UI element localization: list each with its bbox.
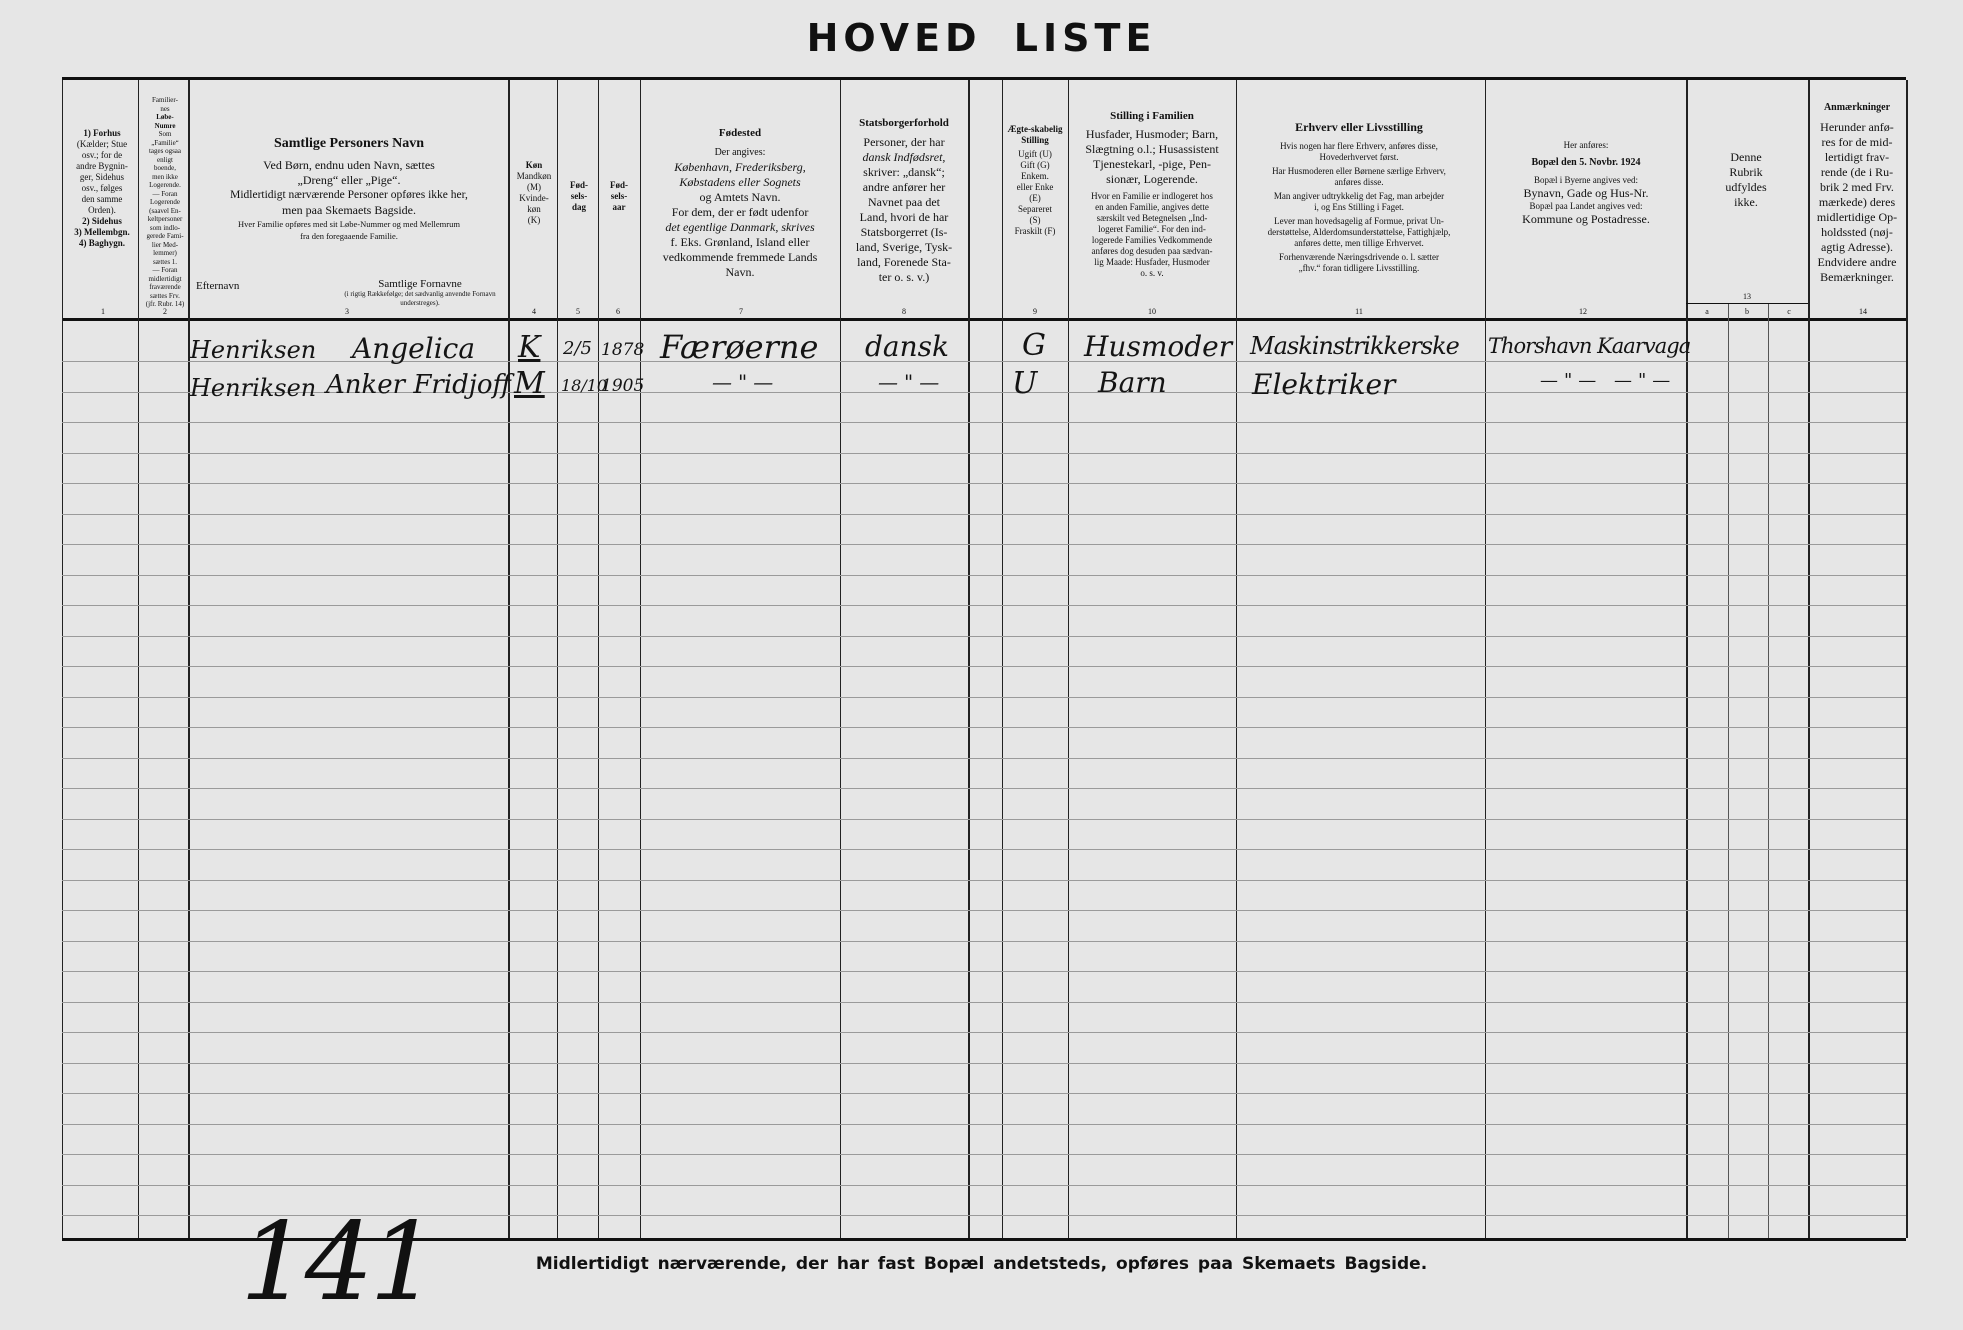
row-line — [62, 636, 1906, 637]
page-number: 141 — [240, 1200, 435, 1325]
row-line — [62, 575, 1906, 576]
header-col-birthday: Fød- sels- dag — [570, 180, 588, 212]
header-col-family-role: Stilling i Familien Husfader, Husmoder; Barn, Slægtning o.l.; Husassistent Tjenestekarl, -pige, Pen- sionær, Logerende. Hvor en Familie er indlogeret hos en anden Familie, angives dette særskilt ved Betegnelsen „Ind- logeret Familie“. For den ind- logerede Families Vedkommende anføres dog desuden paa sædvan- lig Maade: Husfader, Husmoder o. s. v. — [1085, 110, 1219, 278]
entry-2-gender: M — [514, 366, 545, 401]
entry-1-residence: Thorshavn Kaarvaga — [1488, 334, 1691, 358]
entry-1-birthyear: 1878 — [601, 340, 645, 360]
row-line — [62, 1124, 1906, 1125]
entry-2-marital: U — [1012, 366, 1038, 401]
col-number-13c: c — [1787, 307, 1791, 316]
row-line — [62, 941, 1906, 942]
col-number-10: 10 — [1148, 307, 1156, 316]
entry-2-family-role: Barn — [1098, 366, 1167, 399]
column-rule — [598, 80, 599, 1238]
subcolumn-rule — [1728, 303, 1729, 1238]
header-col-family-number: Familier- nes Løbe- Numre Som „Familie“ tages ogsaa enligt boende, men ikke Logerende. — Foran Logerende (saavel En- keltpersoner som indlo- gerede Fami- lier Med- lemmer) sættes 1. — Foran midlertidigt fraværende sættes Frv. (jfr. Rubr. 14) — [145, 96, 185, 308]
row-line — [62, 605, 1906, 606]
header-firstnames-label: Samtlige Fornavne (i rigtig Rækkefølge; det sædvanlig anvendte Fornavn understreges). — [344, 278, 496, 307]
header-col-citizenship: Statsborgerforhold Personer, der har dansk Indfødsret, skriver: „dansk“; andre anfører her Navnet paa det Land, hvori de har Statsborgerret (Is- land, Sverige, Tysk- land, Forenede Sta- ter o. s. v.) — [855, 117, 953, 284]
header-col-floor: 1) Forhus (Kælder; Stue osv.; for de andre Bygnin- ger, Sidehus osv., følges den samme Orden). 2) Sidehus 3) Mellembgn. 4) Baghygn. — [74, 128, 130, 248]
row-line — [62, 453, 1906, 454]
column-rule — [138, 80, 139, 1238]
entry-2-residence: —"— —"— — [1540, 370, 1677, 391]
row-line — [62, 849, 1906, 850]
column-rule — [557, 80, 558, 1238]
row-line — [62, 514, 1906, 515]
row-line — [62, 910, 1906, 911]
row-line — [62, 819, 1906, 820]
entry-1-marital: G — [1022, 328, 1046, 363]
header-col-occupation: Erhverv eller Livsstilling Hvis nogen har flere Erhverv, anføres disse, Hovederhvervet først. Har Husmoderen eller Børnene særlige Erhverv, anføres disse. Man angiver udtrykkelig det Fag, man arbejder i, og Ens Stilling i Faget. Lever man hovedsagelig af Formue, privat Un- derstøttelse, Alderdomsunderstøttelse, Fattighjælp, anføres dette, men tillige Erhvervet. Forhenværende Næringsdrivende o. l. sætter „fhv.“ foran tidligere Livsstilling. — [1267, 120, 1451, 273]
col-number-11: 11 — [1355, 307, 1363, 316]
subheader-rule — [1686, 303, 1808, 304]
row-line — [62, 1002, 1906, 1003]
column-rule — [968, 80, 970, 1238]
header-col-birthyear: Fød- sels- aar — [610, 180, 628, 212]
header-col-remarks: Anmærkninger Herunder anfø- res for de mid- lertidigt frav- rende (de i Ru- brik 2 med Frv. mærkede) deres midlertidige Op- holdssted (nøj- agtig Adresse). Endvidere andre Bemærkninger. — [1816, 102, 1898, 284]
row-line — [62, 1063, 1906, 1064]
col-number-2: 2 — [163, 307, 167, 316]
entry-1-firstnames: Angelica — [352, 332, 476, 365]
column-rule — [1906, 80, 1908, 1238]
column-rule — [1236, 80, 1237, 1238]
row-line — [62, 697, 1906, 698]
column-rule — [62, 80, 63, 1238]
entry-2-birthyear: 1905 — [601, 376, 645, 396]
form-title: HOVED LISTE — [806, 16, 1157, 60]
col-number-5: 5 — [576, 307, 580, 316]
col-number-8: 8 — [902, 307, 906, 316]
entry-1-gender: K — [518, 330, 541, 365]
row-line — [62, 1032, 1906, 1033]
header-bottom-rule — [62, 318, 1906, 321]
top-rule — [62, 77, 1906, 80]
header-col-gender: Køn Mandkøn (M) Kvinde- køn (K) — [516, 160, 552, 225]
col-number-13: 13 — [1743, 292, 1751, 301]
column-rule — [1002, 80, 1003, 1238]
col-number-14: 14 — [1859, 307, 1867, 316]
row-line — [62, 971, 1906, 972]
entry-1-family-role: Husmoder — [1084, 330, 1233, 363]
entry-2-citizenship: —"— — [878, 370, 946, 394]
entry-1-occupation: Maskinstrikkerske — [1250, 332, 1459, 360]
entry-2-firstnames: Anker Fridjoff — [326, 370, 511, 400]
col-number-1: 1 — [101, 307, 105, 316]
row-line — [62, 1093, 1906, 1094]
footer-note: Midlertidigt nærværende, der har fast Bopæl andetsteds, opføres paa Skemaets Bagside. — [535, 1254, 1428, 1274]
column-rule — [508, 80, 510, 1238]
row-line — [62, 1154, 1906, 1155]
subcolumn-rule — [1768, 303, 1769, 1238]
row-line — [62, 483, 1906, 484]
entry-2-birthplace: —"— — [712, 370, 780, 394]
row-line — [62, 422, 1906, 423]
header-col-marital: Ægte-skabelig Stilling Ugift (U) Gift (G) Enkem. eller Enke (E) Separeret (S) Fraskilt (F) — [1007, 124, 1063, 236]
header-col-birthplace: Fødested Der angives: København, Frederiksberg, Købstadens eller Sognets og Amtets Navn. For dem, der er født udenfor det egentlige Danmark, skrives f. Eks. Grønland, Island eller vedkommende fremmede Lands Navn. — [662, 127, 818, 279]
entry-1-surname: Henriksen — [190, 336, 317, 364]
col-number-4: 4 — [532, 307, 536, 316]
column-rule — [1068, 80, 1069, 1238]
row-line — [62, 361, 1906, 362]
col-number-13a: a — [1705, 307, 1709, 316]
row-line — [62, 1185, 1906, 1186]
row-line — [62, 727, 1906, 728]
col-number-9: 9 — [1033, 307, 1037, 316]
entry-1-birthday: 2/5 — [563, 338, 592, 359]
col-number-6: 6 — [616, 307, 620, 316]
row-line — [62, 788, 1906, 789]
column-rule — [1686, 80, 1688, 1238]
column-rule — [840, 80, 841, 1238]
col-number-7: 7 — [739, 307, 743, 316]
entry-1-citizenship: dansk — [865, 330, 949, 363]
header-col-office-use: Denne Rubrik udfyldes ikke. — [1725, 150, 1767, 209]
entry-2-surname: Henriksen — [190, 374, 317, 402]
col-number-13b: b — [1745, 307, 1749, 316]
col-number-3: 3 — [345, 307, 349, 316]
column-rule — [640, 80, 641, 1238]
col-number-12: 12 — [1579, 307, 1587, 316]
entry-1-birthplace: Færøerne — [660, 328, 819, 366]
row-line — [62, 666, 1906, 667]
row-line — [62, 880, 1906, 881]
row-line — [62, 544, 1906, 545]
entry-2-birthday: 18/10 — [561, 376, 608, 395]
header-col-names: Samtlige Personers Navn Ved Børn, endnu uden Navn, sættes „Dreng“ eller „Pige“. Midlertidigt nærværende Personer opføres ikke her, men paa Skemaets Bagside. Hver Familie opføres med sit Løbe-Nummer og med Mellemrum fra den foregaaende Familie. — [230, 136, 468, 241]
column-rule — [1485, 80, 1486, 1238]
row-line — [62, 758, 1906, 759]
header-col-residence: Her anføres: Bopæl den 5. Novbr. 1924 Bopæl i Byerne angives ved: Bynavn, Gade og Hus-Nr. Bopæl paa Landet angives ved: Kommune og Postadresse. — [1522, 140, 1650, 226]
header-surname-label: Efternavn — [196, 280, 240, 292]
entry-2-occupation: Elektriker — [1252, 368, 1396, 401]
